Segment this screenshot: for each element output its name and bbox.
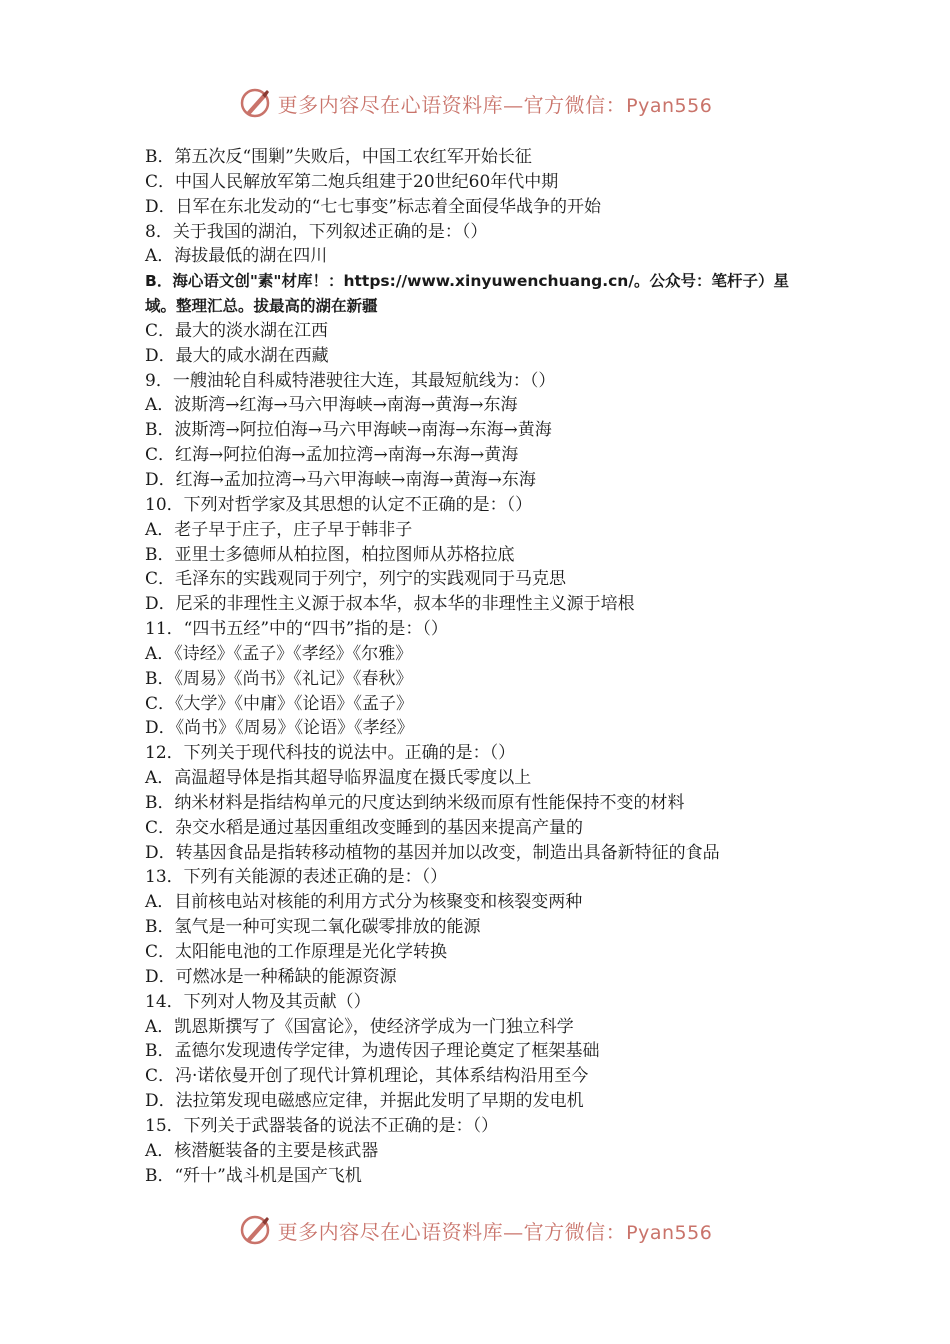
question-line: 12．下列关于现代科技的说法中。正确的是：（）	[145, 743, 516, 764]
option-line: D．《尚书》《周易》《论语》《孝经》	[145, 718, 414, 739]
option-line: B．纳米材料是指结构单元的尺度达到纳米级而原有性能保持不变的材料	[145, 792, 685, 813]
option-line: D．转基因食品是指转移动植物的基因并加以改变，制造出具备新特征的食品	[145, 842, 720, 863]
option-line: B．波斯湾→阿拉伯海→马六甲海峡→南海→东海→黄海	[145, 420, 552, 441]
watermark-text: 更多内容尽在心语资料库—官方微信：	[277, 1219, 627, 1244]
text-line: B．第五次反“围剿”失败后，中国工农红军开始长征	[145, 147, 532, 167]
question-line: 15．下列关于武器装备的说法不正确的是：（）	[145, 1115, 499, 1136]
question-line: 9．一艘油轮自科威特港驶往大连，其最短航线为：（）	[145, 370, 556, 391]
option-line: D．尼采的非理性主义源于叔本华，叔本华的非理性主义源于培根	[145, 594, 635, 615]
option-line: C．冯·诺依曼开创了现代计算机理论，其体系结构沿用至今	[145, 1066, 589, 1087]
option-line: A．老子早于庄子，庄子早于韩非子	[145, 519, 413, 540]
option-line: B．氢气是一种可实现二氧化碳零排放的能源	[145, 917, 481, 938]
option-line: B．亚里士多德师从柏拉图，柏拉图师从苏格拉底	[145, 544, 515, 565]
option-line: A．波斯湾→红海→马六甲海峡→南海→黄海→东海	[145, 395, 518, 416]
watermark-banner-top	[0, 83, 950, 123]
option-line: C．最大的淡水湖在江西	[145, 320, 329, 341]
question-line: 11．“四书五经”中的“四书”指的是：（）	[145, 619, 448, 640]
watermark-banner-bottom	[0, 1210, 950, 1250]
option-line: A．高温超导体是指其超导临界温度在摄氏零度以上	[145, 768, 532, 789]
option-line: B．孟德尔发现遗传学定律，为遗传因子理论奠定了框架基础	[145, 1041, 600, 1062]
option-line: C．《大学》《中庸》《论语》《孟子》	[145, 693, 414, 714]
pen-logo-icon	[238, 1213, 272, 1247]
option-line: D．最大的咸水湖在西藏	[145, 345, 329, 366]
document-body	[145, 145, 815, 1188]
option-line: C．红海→阿拉伯海→孟加拉湾→南海→东海→黄海	[145, 445, 519, 466]
question-line: 10．下列对哲学家及其思想的认定不正确的是：（）	[145, 494, 533, 515]
question-line: 8．关于我国的湖泊，下列叙述正确的是：（）	[145, 221, 488, 242]
pen-logo-icon	[238, 86, 272, 120]
watermark-handle: Pyan556	[626, 1221, 713, 1244]
text-line: D．日军在东北发动的“七七事变”标志着全面侵华战争的开始	[145, 196, 602, 217]
option-line: C．太阳能电池的工作原理是光化学转换	[145, 942, 448, 962]
question-line: 13．下列有关能源的表述正确的是：（）	[145, 867, 448, 888]
option-line: C．毛泽东的实践观同于列宁，列宁的实践观同于马克思	[145, 569, 567, 590]
text-line: C．中国人民解放军第二炮兵组建于20世纪60年代中期	[145, 171, 559, 192]
watermark-handle: Pyan556	[626, 94, 713, 117]
option-line: D．法拉第发现电磁感应定律，并据此发明了早期的发电机	[145, 1091, 584, 1112]
option-line: A．凯恩斯撰写了《国富论》，使经济学成为一门独立科学	[145, 1016, 574, 1037]
option-line: A．目前核电站对核能的利用方式分为核聚变和核裂变两种	[145, 892, 583, 913]
option-line: B．海心语文创"素"材库！：https://www.xinyuwenchuang.cn/。公众号：笔杆子）星域。整理汇总。拔最高的湖在新疆	[145, 272, 789, 316]
watermark-text: 更多内容尽在心语资料库—官方微信：	[277, 92, 627, 117]
option-line: D．红海→孟加拉湾→马六甲海峡→南海→黄海→东海	[145, 469, 536, 490]
option-line: A．《诗经》《孟子》《孝经》《尔雅》	[145, 643, 413, 664]
option-line: B．《周易》《尚书》《礼记》《春秋》	[145, 668, 413, 689]
option-line: D．可燃冰是一种稀缺的能源资源	[145, 966, 397, 987]
option-line: A．海拔最低的湖在四川	[145, 246, 328, 267]
option-line: C．杂交水稻是通过基因重组改变睡到的基因来提高产量的	[145, 817, 584, 838]
option-line: B．“歼十”战斗机是国产飞机	[145, 1165, 362, 1186]
option-line: A．核潜艇装备的主要是核武器	[145, 1140, 379, 1161]
question-line: 14．下列对人物及其贡献（）	[145, 991, 371, 1012]
